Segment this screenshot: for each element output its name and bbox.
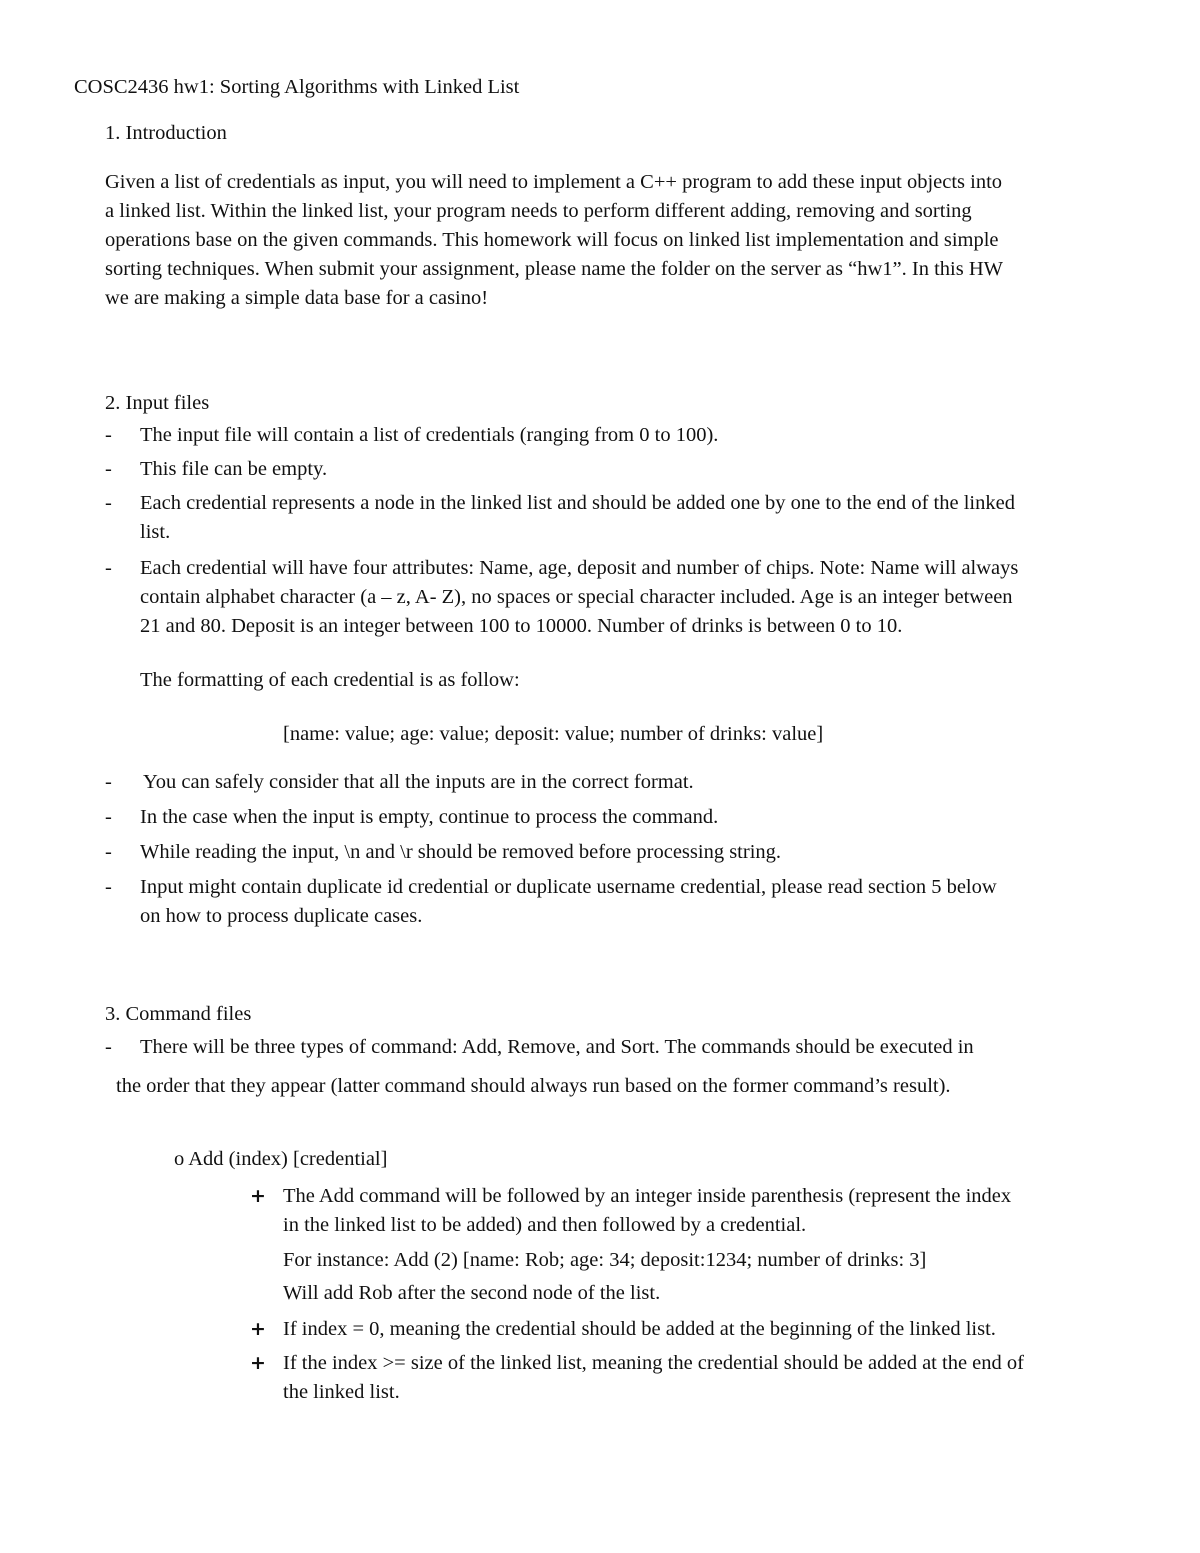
input-bullet-text: list. [140,521,171,543]
plus-bullet-icon: + [250,1352,266,1374]
dash-bullet: - [105,492,112,514]
plus-bullet-icon: + [250,1185,266,1207]
command-bullet-text: the order that they appear (latter command should always run based on the former command’s result). [116,1075,951,1097]
document-title: COSC2436 hw1: Sorting Algorithms with Linked List [74,76,520,98]
section-1-heading: 1. Introduction [105,122,227,144]
add-command-heading: o Add (index) [credential] [174,1148,388,1170]
input-bullet-text: This file can be empty. [140,458,328,480]
dash-bullet: - [105,876,112,898]
section-3-heading: 3. Command files [105,1003,252,1025]
section-2-heading: 2. Input files [105,392,210,414]
dash-bullet: - [105,771,112,793]
dash-bullet: - [105,458,112,480]
input-bullet-text: on how to process duplicate cases. [140,905,423,927]
format-intro: The formatting of each credential is as follow: [140,669,520,691]
intro-paragraph-line: Given a list of credentials as input, you will need to implement a C++ program to add these input objects into [105,171,1003,193]
add-item-text: If the index >= size of the linked list, meaning the credential should be added at the end of [283,1352,1024,1374]
add-item-text: the linked list. [283,1381,400,1403]
input-bullet-text: In the case when the input is empty, continue to process the command. [140,806,719,828]
plus-bullet-icon: + [250,1318,266,1340]
format-example: [name: value; age: value; deposit: value; number of drinks: value] [283,723,824,745]
add-item-text: If index = 0, meaning the credential should be added at the beginning of the linked list. [283,1318,996,1340]
dash-bullet: - [105,841,112,863]
input-bullet-text: Each credential will have four attributes: Name, age, deposit and number of chips. Note: Name will always [140,557,1019,579]
add-item-text: The Add command will be followed by an integer inside parenthesis (represent the index [283,1185,1012,1207]
input-bullet-text: You can safely consider that all the inputs are in the correct format. [143,771,694,793]
command-bullet-text: There will be three types of command: Add, Remove, and Sort. The commands should be executed in [140,1036,974,1058]
add-item-text: For instance: Add (2) [name: Rob; age: 34; deposit:1234; number of drinks: 3] [283,1249,927,1271]
input-bullet-text: While reading the input, \n and \r should be removed before processing string. [140,841,782,863]
dash-bullet: - [105,557,112,579]
input-bullet-text: 21 and 80. Deposit is an integer between 100 to 10000. Number of drinks is between 0 to 10. [140,615,903,637]
add-item-text: Will add Rob after the second node of the list. [283,1282,661,1304]
dash-bullet: - [105,806,112,828]
dash-bullet: - [105,1036,112,1058]
intro-paragraph-line: we are making a simple data base for a casino! [105,287,489,309]
input-bullet-text: contain alphabet character (a – z, A- Z), no spaces or special character included. Age is an integer between [140,586,1013,608]
input-bullet-text: Input might contain duplicate id credential or duplicate username credential, please read section 5 below [140,876,997,898]
add-item-text: in the linked list to be added) and then followed by a credential. [283,1214,807,1236]
input-bullet-text: Each credential represents a node in the linked list and should be added one by one to the end of the linked [140,492,1015,514]
intro-paragraph-line: sorting techniques. When submit your assignment, please name the folder on the server as “hw1”. In this HW [105,258,1003,280]
intro-paragraph-line: operations base on the given commands. This homework will focus on linked list implementation and simple [105,229,999,251]
dash-bullet: - [105,424,112,446]
intro-paragraph-line: a linked list. Within the linked list, your program needs to perform different adding, removing and sorting [105,200,972,222]
input-bullet-text: The input file will contain a list of credentials (ranging from 0 to 100). [140,424,719,446]
